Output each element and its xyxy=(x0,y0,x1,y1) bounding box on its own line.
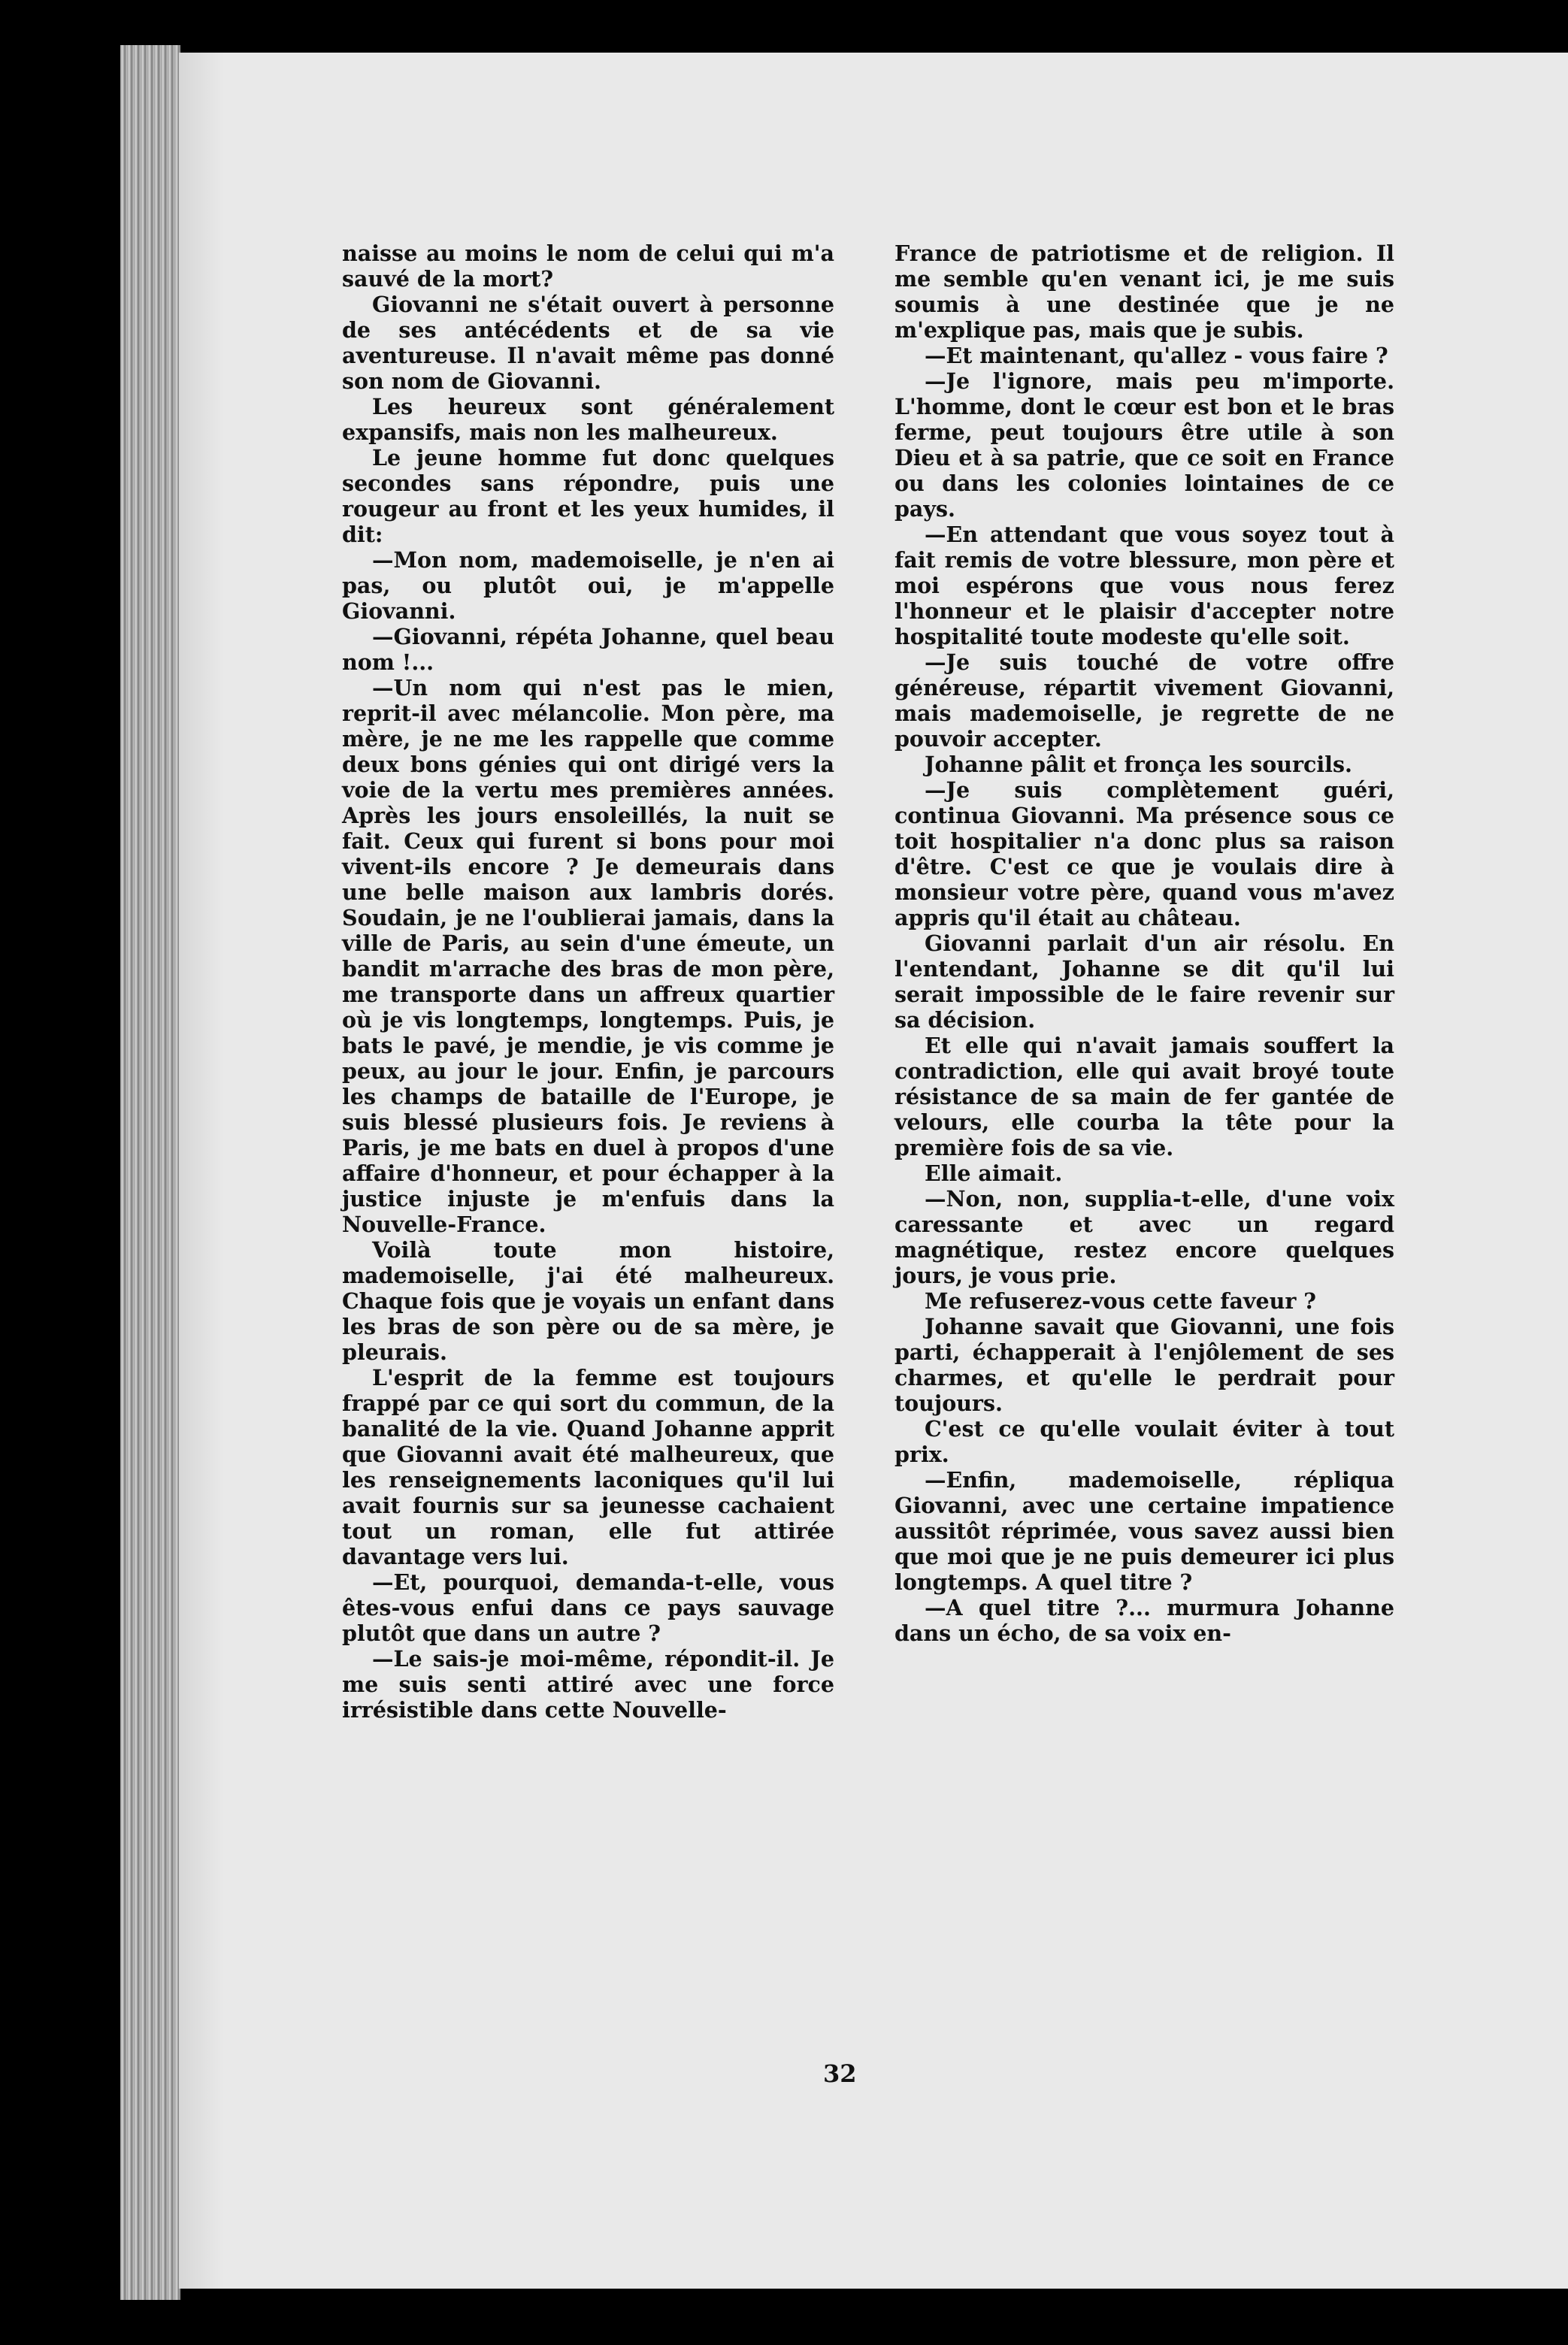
paragraph: —Un nom qui n'est pas le mien, reprit-il avec mélancolie. Mon père, ma mère, je ne me les rappelle que comme deux bons génies qui ont dirigé vers la voie de la vertu mes premières années. Après les jours ensoleillés, la nuit se fait. Ceux qui furent si bons pour moi vivent-ils encore ? Je demeurais dans une belle maison aux lambris dorés. Soudain, je ne l'oublierai jamais, dans la ville de Paris, au sein d'une émeute, un bandit m'arrache des bras de mon père, me transporte dans un affreux quartier où je vis longtemps, longtemps. Puis, je bats le pavé, je mendie, je vis comme je peux, au jour le jour. Enfin, je parcours les champs de bataille de l'Europe, je suis blessé plusieurs fois. Je reviens à Paris, je me bats en duel à propos d'une affaire d'honneur, et pour échapper à la justice injuste je m'enfuis dans la Nouvelle-France. xyxy=(342,675,834,1237)
paragraph: Elle aimait. xyxy=(925,1160,1063,1186)
paragraph: France de patriotisme et de religion. Il me semble qu'en venant ici, je me suis soumis à une destinée que je ne m'explique pas, mais que je subis. xyxy=(894,241,1394,343)
paragraph: —Mon nom, mademoiselle, je n'en ai pas, ou plutôt oui, je m'appelle Giovanni. xyxy=(342,547,834,624)
paragraph: L'esprit de la femme est toujours frappé par ce qui sort du commun, de la banalité de la vie. Quand Johanne apprit que Giovanni avait été malheureux, que les renseignements laconiques qu'il lui avait fournis sur sa jeunesse cachaient tout un roman, elle fut attirée davantage vers lui. xyxy=(342,1365,834,1569)
paragraph: Et elle qui n'avait jamais souffert la contradiction, elle qui avait broyé toute résistance de sa main de fer gantée de velours, elle courba la tête pour la première fois de sa vie. xyxy=(894,1033,1394,1160)
paragraph: Me refuserez-vous cette faveur ? xyxy=(925,1288,1316,1314)
paragraph: —A quel titre ?... murmura Johanne dans un écho, de sa voix en- xyxy=(894,1595,1394,1646)
paragraph: Johanne pâlit et fronça les sourcils. xyxy=(925,752,1352,777)
paragraph: —Enfin, mademoiselle, répliqua Giovanni, avec une certaine impatience aussitôt réprimée, vous savez aussi bien que moi que je ne puis demeurer ici plus longtemps. A quel titre ? xyxy=(894,1467,1394,1595)
paragraph: Le jeune homme fut donc quelques secondes sans répondre, puis une rougeur au front et les yeux humides, il dit: xyxy=(342,445,834,547)
paragraph: Giovanni ne s'était ouvert à personne de ses antécédents et de sa vie aventureuse. Il n'avait même pas donné son nom de Giovanni. xyxy=(342,292,834,394)
paragraph: —Et maintenant, qu'allez - vous faire ? xyxy=(925,343,1388,368)
left-column xyxy=(342,241,834,1723)
paragraph: —En attendant que vous soyez tout à fait remis de votre blessure, mon père et moi espérons que vous nous ferez l'honneur et le plaisir d'accepter notre hospitalité toute modeste qu'elle soit. xyxy=(894,522,1394,649)
paragraph: Voilà toute mon histoire, mademoiselle, j'ai été malheureux. Chaque fois que je voyais un enfant dans les bras de son père ou de sa mère, je pleurais. xyxy=(342,1237,834,1365)
book-binding xyxy=(120,45,180,2300)
paragraph: C'est ce qu'elle voulait éviter à tout prix. xyxy=(894,1416,1394,1467)
paragraph: Les heureux sont généralement expansifs, mais non les malheureux. xyxy=(342,394,834,445)
paragraph: —Je suis complètement guéri, continua Giovanni. Ma présence sous ce toit hospitalier n'a donc plus sa raison d'être. C'est ce que je voulais dire à monsieur votre père, quand vous m'avez appris qu'il était au château. xyxy=(894,777,1394,930)
paragraph: —Non, non, supplia-t-elle, d'une voix caressante et avec un regard magnétique, restez encore quelques jours, je vous prie. xyxy=(894,1186,1394,1288)
paragraph: —Giovanni, répéta Johanne, quel beau nom !... xyxy=(342,624,834,675)
right-column xyxy=(894,241,1394,1646)
paragraph: —Et, pourquoi, demanda-t-elle, vous êtes-vous enfui dans ce pays sauvage plutôt que dans un autre ? xyxy=(342,1569,834,1646)
paragraph: Giovanni parlait d'un air résolu. En l'entendant, Johanne se dit qu'il lui serait impossible de le faire revenir sur sa décision. xyxy=(894,930,1394,1033)
page-number: 32 xyxy=(823,2059,857,2088)
paragraph: —Je suis touché de votre offre généreuse, répartit vivement Giovanni, mais mademoiselle, je regrette de ne pouvoir accepter. xyxy=(894,649,1394,752)
paragraph: naisse au moins le nom de celui qui m'a sauvé de la mort? xyxy=(342,241,834,292)
paragraph: —Je l'ignore, mais peu m'importe. L'homme, dont le cœur est bon et le bras ferme, peut toujours être utile à son Dieu et à sa patrie, que ce soit en France ou dans les colonies lointaines de ce pays. xyxy=(894,368,1394,522)
paragraph: Johanne savait que Giovanni, une fois parti, échapperait à l'enjôlement de ses charmes, et qu'elle le perdrait pour toujours. xyxy=(894,1314,1394,1416)
paragraph: —Le sais-je moi-même, répondit-il. Je me suis senti attiré avec une force irrésistible dans cette Nouvelle- xyxy=(342,1646,834,1723)
